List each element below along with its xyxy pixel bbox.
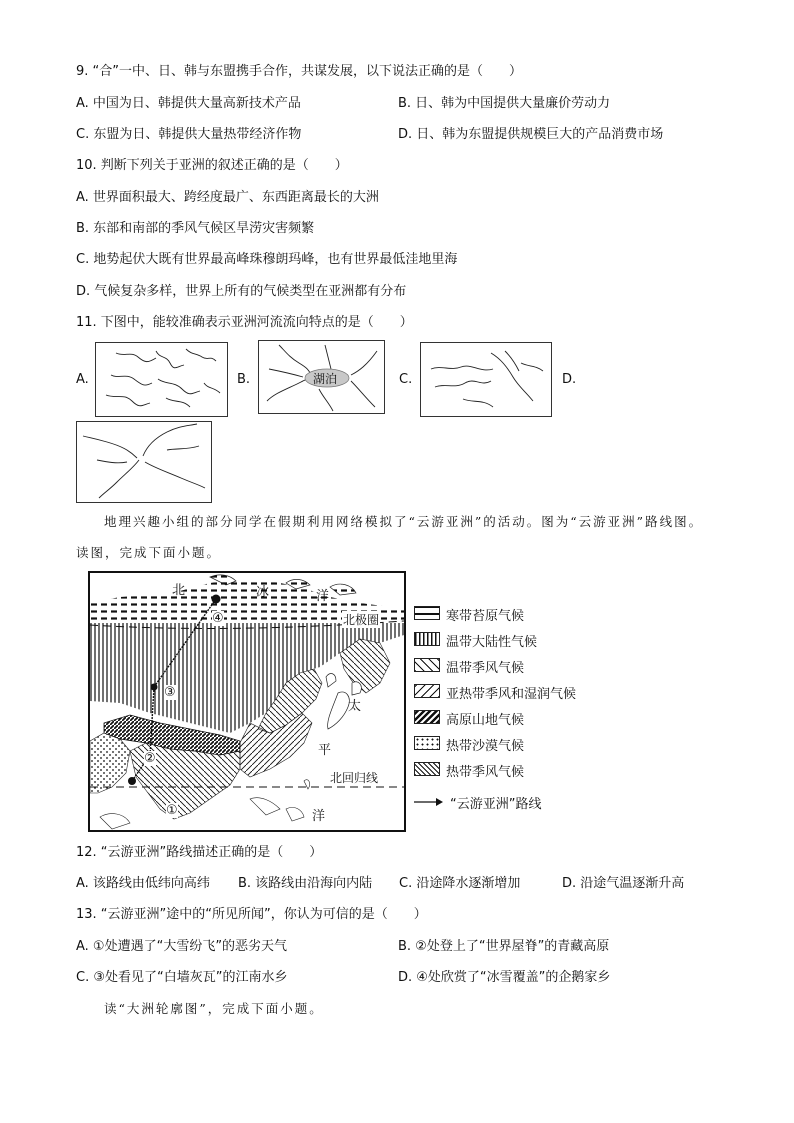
label-bing: 冰 [256, 585, 270, 600]
river-map-d[interactable] [76, 421, 212, 503]
q10-stem: 10. 判断下列关于亚洲的叙述正确的是（ ） [76, 158, 348, 173]
intro-route-line1: 地理兴趣小组的部分同学在假期利用网络模拟了“云游亚洲”的活动。图为“云游亚洲”路线图。 [104, 514, 704, 529]
legend-desert-text: 热带沙漠气候 [446, 739, 525, 754]
q12-option-a[interactable]: A. 该路线由低纬向高纬 [76, 876, 210, 891]
label-bei: 北 [172, 583, 186, 598]
river-map-c[interactable] [420, 342, 552, 417]
legend-subtropical-swatch [414, 684, 440, 698]
point-4-label: ④ [212, 611, 224, 626]
legend-subtropical-text: 亚热带季风和湿润气候 [446, 687, 577, 702]
legend-tropical-monsoon-text: 热带季风气候 [446, 765, 525, 780]
q13-option-a[interactable]: A. ①处遭遇了“大雪纷飞”的恶劣天气 [76, 939, 288, 954]
q9-option-a[interactable]: A. 中国为日、韩提供大量高新技术产品 [76, 96, 301, 111]
point-3-label: ③ [164, 685, 176, 700]
river-lines-a [96, 343, 227, 416]
intro-outline-line1: 读“大洲轮廓图”，完成下面小题。 [104, 1001, 324, 1016]
river-lines-d [77, 422, 211, 502]
q11-label-a[interactable]: A. [76, 372, 89, 387]
legend-highland-swatch [414, 710, 440, 724]
q13-option-c[interactable]: C. ③处看见了“白墙灰瓦”的江南水乡 [76, 970, 288, 985]
q13-stem: 13. “云游亚洲”途中的“所见所闻”，你认为可信的是（ ） [76, 907, 427, 922]
legend-temperate-monsoon-text: 温带季风气候 [446, 661, 525, 676]
q12-option-b[interactable]: B. 该路线由沿海向内陆 [238, 876, 373, 891]
q9-option-c[interactable]: C. 东盟为日、韩提供大量热带经济作物 [76, 127, 302, 142]
river-map-a[interactable] [95, 342, 228, 417]
q12-stem: 12. “云游亚洲”路线描述正确的是（ ） [76, 845, 323, 860]
q12-option-d[interactable]: D. 沿途气温逐渐升高 [562, 876, 685, 891]
legend-desert-swatch [414, 736, 440, 750]
legend-temperate-continental-swatch [414, 632, 440, 646]
q11-stem: 11. 下图中，能较准确表示亚洲河流流向特点的是（ ） [76, 315, 413, 330]
route-arrow-icon [414, 795, 444, 809]
legend-highland-text: 高原山地气候 [446, 713, 525, 728]
q13-option-b[interactable]: B. ②处登上了“世界屋脊”的青藏高原 [398, 939, 610, 954]
legend-temperate-monsoon-swatch [414, 658, 440, 672]
label-yang-bottom: 洋 [312, 809, 326, 824]
q11-label-c[interactable]: C. [399, 372, 413, 387]
legend-tundra-text: 寒带苔原气候 [446, 609, 525, 624]
legend-tundra-swatch [414, 606, 440, 620]
label-tropic: 北回归线 [330, 771, 379, 785]
asia-route-map [88, 571, 406, 832]
q10-option-b[interactable]: B. 东部和南部的季风气候区旱涝灾害频繁 [76, 221, 315, 236]
legend-temperate-continental-text: 温带大陆性气候 [446, 635, 538, 650]
q10-option-d[interactable]: D. 气候复杂多样，世界上所有的气候类型在亚洲都有分布 [76, 284, 407, 299]
point-2-label: ② [144, 751, 156, 766]
q13-option-d[interactable]: D. ④处欣赏了“冰雪覆盖”的企鹅家乡 [398, 970, 611, 985]
q10-option-c[interactable]: C. 地势起伏大既有世界最高峰珠穆朗玛峰，也有世界最低洼地里海 [76, 252, 458, 267]
label-yang-top: 洋 [316, 589, 330, 604]
legend-tropical-monsoon-swatch [414, 762, 440, 776]
q11-label-b[interactable]: B. [237, 372, 251, 387]
q9-stem: 9. “合”一中、日、韩与东盟携手合作，共谋发展，以下说法正确的是（ ） [76, 64, 523, 79]
river-lines-c [421, 343, 551, 416]
q11-label-d[interactable]: D. [562, 372, 577, 387]
label-ping: 平 [318, 743, 332, 758]
legend-route-text: “云游亚洲”路线 [450, 797, 542, 812]
river-map-b[interactable] [258, 340, 385, 414]
q9-option-b[interactable]: B. 日、韩为中国提供大量廉价劳动力 [398, 96, 611, 111]
q10-option-a[interactable]: A. 世界面积最大、跨经度最广、东西距离最长的大洲 [76, 190, 379, 205]
intro-route-line2: 读图，完成下面小题。 [76, 545, 222, 560]
q9-option-d[interactable]: D. 日、韩为东盟提供规模巨大的产品消费市场 [398, 127, 664, 142]
q12-option-c[interactable]: C. 沿途降水逐渐增加 [399, 876, 521, 891]
point-1-label: ① [166, 803, 178, 818]
lake-label: 湖泊 [313, 372, 338, 386]
label-arctic-circle: 北极圈 [343, 613, 380, 627]
label-tai: 太 [348, 699, 362, 714]
